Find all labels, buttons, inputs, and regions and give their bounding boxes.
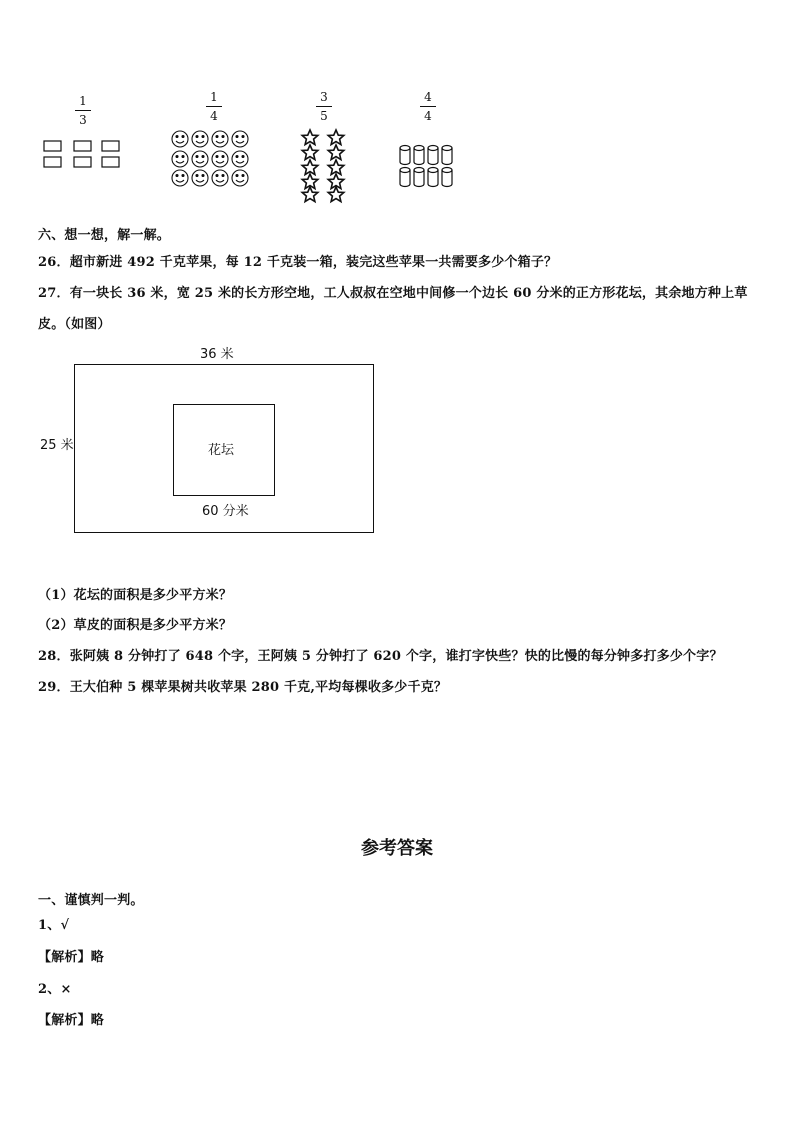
section-6-heading: 六、想一想，解一解。 bbox=[38, 228, 171, 243]
width-label: 25 米 bbox=[40, 438, 74, 453]
question-26: 26．超市新进 492 千克苹果，每 12 千克装一箱，装完这些苹果一共需要多少个箱子？ bbox=[38, 255, 558, 270]
denominator: 5 bbox=[320, 109, 328, 123]
fraction-1-3 bbox=[73, 94, 93, 127]
fraction-bar bbox=[316, 106, 332, 107]
cylinders-figure bbox=[396, 142, 462, 192]
denominator: 4 bbox=[424, 109, 432, 123]
length-label: 36 米 bbox=[200, 347, 234, 362]
numerator: 4 bbox=[424, 90, 432, 104]
answer-key-title: 参考答案 bbox=[361, 838, 433, 859]
numerator: 1 bbox=[79, 94, 87, 108]
answers-section-1-heading: 一、谨慎判一判。 bbox=[38, 893, 144, 908]
denominator: 4 bbox=[210, 109, 218, 123]
answer-2-explanation: 【解析】略 bbox=[38, 1013, 105, 1028]
flower-bed-label: 花坛 bbox=[208, 443, 235, 458]
answer-1-explanation: 【解析】略 bbox=[38, 950, 105, 965]
answer-2: 2、× bbox=[38, 982, 72, 997]
question-27-sub-1: （1）花坛的面积是多少平方米？ bbox=[38, 588, 233, 603]
smiley-faces-figure bbox=[168, 128, 254, 190]
question-29: 29．王大伯种 5 棵苹果树共收苹果 280 千克,平均每棵收多少千克？ bbox=[38, 680, 448, 695]
numerator: 3 bbox=[320, 90, 328, 104]
question-27-line-2: 皮。（如图） bbox=[38, 317, 111, 332]
fraction-bar bbox=[206, 106, 222, 107]
denominator: 3 bbox=[79, 113, 87, 127]
fraction-bar bbox=[420, 106, 436, 107]
question-27-sub-2: （2）草皮的面积是多少平方米？ bbox=[38, 618, 233, 633]
question-27-line-1: 27．有一块长 36 米，宽 25 米的长方形空地，工人叔叔在空地中间修一个边长 60 分米的正方形花坛，其余地方种上草 bbox=[38, 286, 748, 301]
fraction-3-5 bbox=[314, 90, 334, 123]
fraction-4-4 bbox=[418, 90, 438, 123]
side-length-label: 60 分米 bbox=[202, 504, 249, 519]
fraction-bar bbox=[75, 110, 91, 111]
fraction-1-4 bbox=[204, 90, 224, 123]
stars-figure bbox=[296, 128, 352, 204]
answer-1: 1、√ bbox=[38, 918, 70, 933]
numerator: 1 bbox=[210, 90, 218, 104]
rectangles-figure bbox=[40, 136, 124, 170]
question-28: 28．张阿姨 8 分钟打了 648 个字，王阿姨 5 分钟打了 620 个字，谁打字快些？快的比慢的每分钟多打多少个字？ bbox=[38, 649, 723, 664]
